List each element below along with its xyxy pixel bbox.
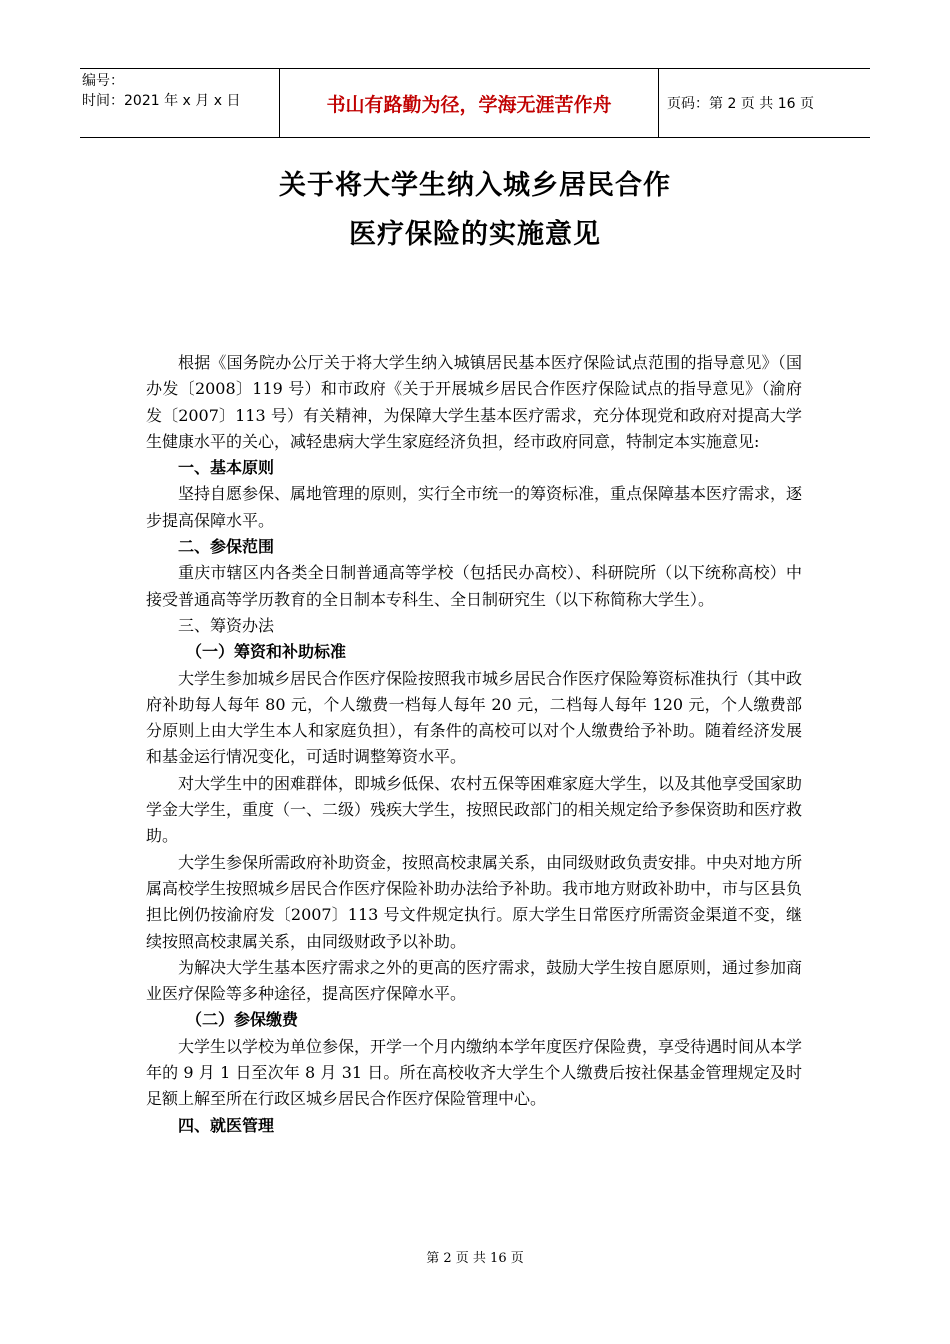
header-motto: 书山有路勤为径，学海无涯苦作舟 <box>280 69 659 137</box>
section-heading-principles: 一、基本原则 <box>178 458 275 478</box>
funding-paragraph-4: 为解决大学生基本医疗需求之外的更高的医疗需求，鼓励大学生按自愿原则，通过参加商业医疗保险等多种途径，提高医疗保障水平。 <box>146 957 803 1004</box>
payment-paragraph: 大学生以学校为单位参保，开学一个月内缴纳本学年度医疗保险费，享受待遇时间从本学年的 9 月 1 日至次年 8 月 31 日。所在高校收齐大学生个人缴费后按社保基金管理规定及时足额上解至所在行政区城乡居民合作医疗保险管理中心。 <box>146 1036 803 1109</box>
page-header <box>80 68 870 138</box>
intro-paragraph: 根据《国务院办公厅关于将大学生纳入城镇居民基本医疗保险试点范围的指导意见》（国办发〔2008〕119 号）和市政府《关于开展城乡居民合作医疗保险试点的指导意见》（渝府发〔2007〕113 号）有关精神，为保障大学生基本医疗需求，充分体现党和政府对提高大学生健康水平的关心，减轻患病大学生家庭经济负担，经市政府同意，特制定本实施意见: <box>146 353 802 451</box>
section-heading-medical-management: 四、就医管理 <box>178 1115 275 1135</box>
document-date-label: 时间：2021 年 x 月 x 日 <box>82 93 241 109</box>
funding-paragraph-3: 大学生参保所需政府补助资金，按照高校隶属关系，由同级财政负责安排。中央对地方所属高校学生按照城乡居民合作医疗保险补助办法给予补助。我市地方财政补助中，市与区县负担比例仍按渝府发〔2007〕113 号文件规定执行。原大学生日常医疗所需资金渠道不变，继续按照高校隶属关系，由同级财政予以补助。 <box>146 852 803 951</box>
principles-paragraph: 坚持自愿参保、属地管理的原则，实行全市统一的筹资标准，重点保障基本医疗需求，逐步提高保障水平。 <box>146 484 803 530</box>
document-number-label: 编号： <box>82 73 124 89</box>
funding-paragraph-2: 对大学生中的困难群体，即城乡低保、农村五保等困难家庭大学生，以及其他享受国家助学金大学生，重度（一、二级）残疾大学生，按照民政部门的相关规定给予参保资助和医疗救助。 <box>146 773 803 846</box>
subsection-heading-funding-standard: （一）筹资和补助标准 <box>186 642 347 662</box>
header-page-info: 页码：第 2 页 共 16 页 <box>667 96 814 112</box>
document-title-line-2: 医疗保险的实施意见 <box>349 219 601 250</box>
section-heading-funding: 三、筹资办法 <box>178 615 275 635</box>
section-heading-scope: 二、参保范围 <box>178 537 275 557</box>
header-meta <box>80 69 280 137</box>
page-footer: 第 2 页 共 16 页 <box>426 1251 524 1266</box>
funding-paragraph-1: 大学生参加城乡居民合作医疗保险按照我市城乡居民合作医疗保险筹资标准执行（其中政府补助每人每年 80 元，个人缴费一档每人每年 20 元，二档每人每年 120 元，个人缴费部分原则上由大学生本人和家庭负担），有条件的高校可以对个人缴费给予补助。随着经济发展和基金运行情况变化，可适时调整筹资水平。 <box>146 668 803 767</box>
document-body <box>146 350 802 1139</box>
scope-paragraph: 重庆市辖区内各类全日制普通高等学校（包括民办高校）、科研院所（以下统称高校）中接受普通高等学历教育的全日制本专科生、全日制研究生（以下称简称大学生）。 <box>146 563 802 609</box>
subsection-heading-payment: （二）参保缴费 <box>186 1010 299 1030</box>
document-title-line-1: 关于将大学生纳入城乡居民合作 <box>279 170 671 201</box>
